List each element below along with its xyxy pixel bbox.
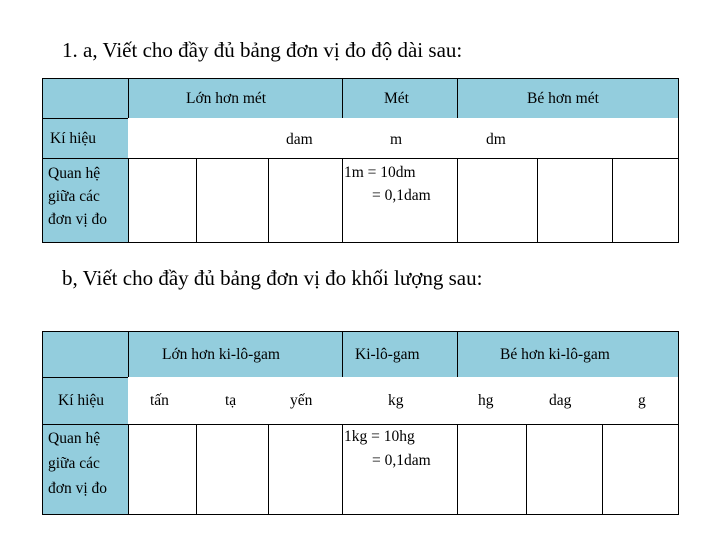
relation-value-line2: = 0,1dam (372, 452, 431, 469)
unit-cell: g (638, 392, 646, 409)
group-base-header: Mét (384, 90, 409, 107)
unit-cell: yến (290, 392, 313, 409)
unit-cell: dm (486, 131, 506, 148)
part-a-heading: 1. a, Viết cho đầy đủ bảng đơn vị đo độ dài sau: (62, 38, 463, 62)
relation-value-line1: 1kg = 10hg (344, 428, 415, 445)
group-base-header: Ki-lô-gam (355, 346, 420, 363)
group-larger-header: Lớn hơn mét (186, 90, 267, 107)
part-b-heading: b, Viết cho đầy đủ bảng đơn vị đo khối lượng sau: (62, 266, 483, 290)
row-symbol-label: Kí hiệu (50, 130, 97, 147)
unit-cell: tạ (225, 392, 237, 409)
unit-cell: tấn (150, 392, 169, 409)
row-symbol-label: Kí hiệu (58, 392, 105, 409)
group-larger-header: Lớn hơn ki-lô-gam (162, 346, 280, 363)
unit-cell: dag (549, 392, 572, 409)
group-smaller-header: Bé hơn ki-lô-gam (500, 346, 610, 363)
unit-cell: dam (286, 131, 313, 148)
unit-cell: hg (478, 392, 494, 409)
unit-cell: m (390, 131, 403, 148)
relation-value-line1: 1m = 10dm (344, 164, 416, 181)
relation-value-line2: = 0,1dam (372, 187, 431, 204)
unit-cell: kg (388, 392, 404, 409)
row-relation-label: Quan hệ giữa các đơn vị đo (48, 430, 108, 497)
group-smaller-header: Bé hơn mét (527, 90, 599, 107)
row-relation-label: Quan hệ giữa các đơn vị đo (48, 165, 108, 228)
